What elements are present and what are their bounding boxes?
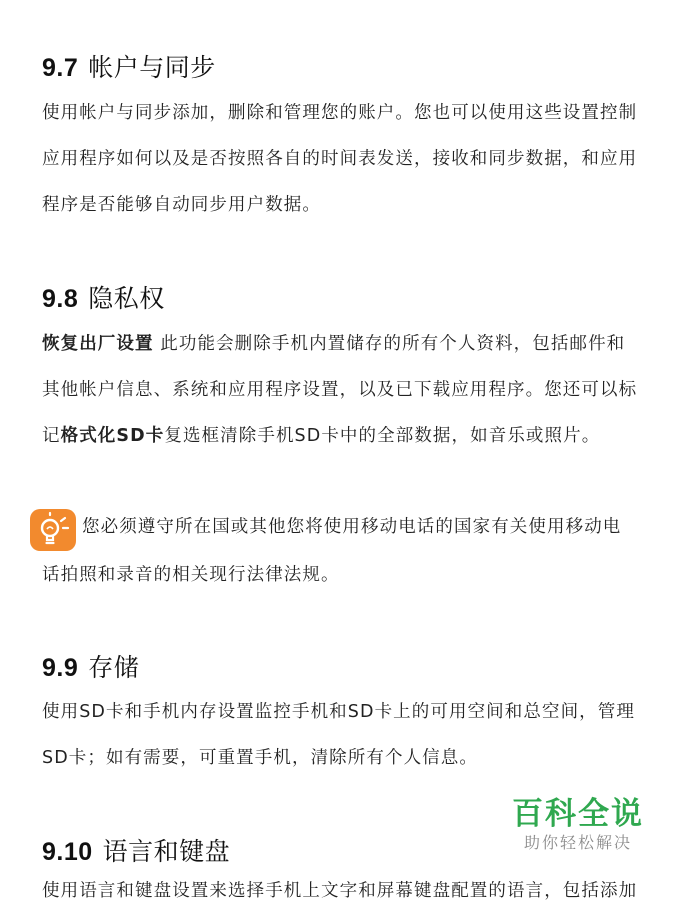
paragraph-line (42, 330, 625, 355)
watermark-subtitle: 助你轻松解决 (523, 833, 632, 852)
paragraph-line (42, 422, 600, 447)
paragraph-text: 记 (42, 426, 61, 446)
section-number: 9.7 (42, 54, 79, 82)
watermark-logo (508, 796, 648, 854)
section-title: 语言和键盘 (102, 837, 231, 866)
paragraph-text: 复选框清除手机SD卡中的全部数据，如音乐或照片。 (164, 426, 601, 446)
section-heading-9-8 (42, 279, 165, 315)
bold-term: 格式化SD卡 (60, 426, 165, 446)
section-number: 9.9 (42, 654, 79, 682)
section-title: 存储 (88, 653, 140, 682)
paragraph-line: 使用帐户与同步添加，删除和管理您的账户。您也可以使用这些设置控制 (42, 103, 638, 123)
section-title: 帐户与同步 (88, 53, 216, 82)
paragraph-line: 其他帐户信息、系统和应用程序设置，以及已下载应用程序。您还可以标 (42, 380, 638, 400)
lightbulb-icon (30, 509, 76, 551)
paragraph-line: 使用SD卡和手机内存设置监控手机和SD卡上的可用空间和总空间，管理 (42, 702, 635, 722)
section-number: 9.10 (42, 838, 93, 866)
paragraph-text: 此功能会删除手机内置储存的所有个人资料，包括邮件和 (160, 334, 626, 354)
section-number: 9.8 (42, 285, 79, 313)
bold-term: 恢复出厂设置 (42, 334, 154, 354)
watermark-title: 百科全说 (512, 796, 644, 832)
paragraph-line: 使用语言和键盘设置来选择手机上文字和屏幕键盘配置的语言，包括添加 (42, 881, 638, 901)
paragraph-line: 程序是否能够自动同步用户数据。 (42, 195, 321, 215)
section-title: 隐私权 (88, 284, 165, 313)
note-line: 您必须遵守所在国或其他您将使用移动电话的国家有关使用移动电 (82, 517, 622, 537)
note-line: 话拍照和录音的相关现行法律法规。 (42, 565, 340, 585)
section-heading-9-7 (42, 48, 216, 84)
paragraph-line: SD卡；如有需要，可重置手机，清除所有个人信息。 (42, 748, 478, 768)
section-heading-9-10 (42, 832, 230, 868)
section-heading-9-9 (42, 648, 139, 684)
paragraph-line: 应用程序如何以及是否按照各自的时间表发送，接收和同步数据，和应用 (42, 149, 638, 169)
